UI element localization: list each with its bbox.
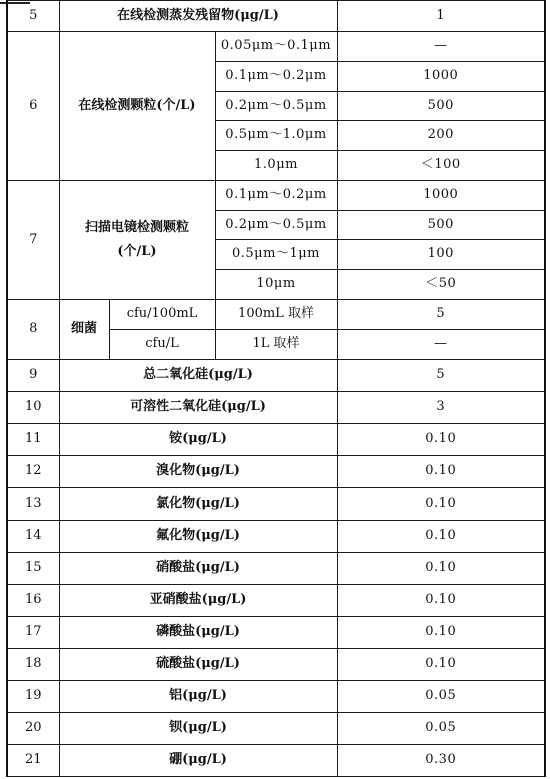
item-name: 总二氧化硅(μg/L) <box>59 360 337 392</box>
row-number: 21 <box>7 745 59 777</box>
item-name: 在线检测蒸发残留物(μg/L) <box>59 1 337 32</box>
table-row <box>7 456 545 488</box>
limit-value: 100 <box>337 240 545 270</box>
item-name: 溴化物(μg/L) <box>59 456 337 488</box>
particle-size-range: 0.2μm～0.5μm <box>215 211 337 240</box>
item-name: 铵(μg/L) <box>59 424 337 456</box>
row-number: 9 <box>7 360 59 392</box>
item-name: 硼(μg/L) <box>59 745 337 777</box>
water-quality-table <box>6 0 546 777</box>
particle-size-range: 10μm <box>215 270 337 300</box>
row-number: 17 <box>7 617 59 649</box>
item-name: 氯化物(μg/L) <box>59 488 337 521</box>
row-number: 13 <box>7 488 59 521</box>
bacteria-unit: cfu/100mL <box>109 300 215 330</box>
table-row <box>7 553 545 585</box>
row-number: 19 <box>7 681 59 713</box>
particle-size-range: 0.1μm～0.2μm <box>215 62 337 92</box>
limit-value: 0.10 <box>337 488 545 521</box>
row-number: 18 <box>7 649 59 681</box>
table-row <box>7 488 545 521</box>
item-name: 亚硝酸盐(μg/L) <box>59 585 337 617</box>
table-row <box>7 585 545 617</box>
row-number: 12 <box>7 456 59 488</box>
limit-value: ＜50 <box>337 270 545 300</box>
limit-value: 500 <box>337 92 545 121</box>
row-number: 5 <box>7 1 59 32</box>
limit-value: 1 <box>337 1 545 32</box>
limit-value: 0.05 <box>337 713 545 745</box>
limit-value: 500 <box>337 211 545 240</box>
item-name: 磷酸盐(μg/L) <box>59 617 337 649</box>
limit-value: 0.10 <box>337 456 545 488</box>
limit-value: 0.30 <box>337 745 545 777</box>
table-row <box>7 392 545 424</box>
limit-value: — <box>337 330 545 360</box>
item-name-line: (个/L) <box>117 244 157 259</box>
particle-size-range: 0.2μm～0.5μm <box>215 92 337 121</box>
limit-value: 1000 <box>337 181 545 211</box>
table-row <box>7 1 545 32</box>
table-row <box>7 424 545 456</box>
sample-volume: 100mL 取样 <box>215 300 337 330</box>
item-name: 硫酸盐(μg/L) <box>59 649 337 681</box>
table-row <box>7 617 545 649</box>
limit-value: — <box>337 32 545 62</box>
limit-value: 0.10 <box>337 649 545 681</box>
item-name: 氟化物(μg/L) <box>59 521 337 553</box>
table-row <box>7 745 545 777</box>
particle-size-range: 1.0μm <box>215 151 337 181</box>
item-name: 硝酸盐(μg/L) <box>59 553 337 585</box>
particle-size-range: 0.05μm～0.1μm <box>215 32 337 62</box>
table-row <box>7 300 545 330</box>
row-number: 16 <box>7 585 59 617</box>
limit-value: 0.10 <box>337 521 545 553</box>
table-row <box>7 713 545 745</box>
limit-value: 3 <box>337 392 545 424</box>
table-row <box>7 649 545 681</box>
particle-size-range: 0.5μm～1μm <box>215 240 337 270</box>
item-name: 细菌 <box>59 300 109 360</box>
item-name: 钡(μg/L) <box>59 713 337 745</box>
limit-value: 5 <box>337 300 545 330</box>
bacteria-unit: cfu/L <box>109 330 215 360</box>
limit-value: 0.10 <box>337 553 545 585</box>
limit-value: ＜100 <box>337 151 545 181</box>
limit-value: 0.10 <box>337 585 545 617</box>
item-name: 铝(μg/L) <box>59 681 337 713</box>
row-number: 10 <box>7 392 59 424</box>
table-row <box>7 681 545 713</box>
row-number: 14 <box>7 521 59 553</box>
limit-value: 5 <box>337 360 545 392</box>
table-row <box>7 360 545 392</box>
limit-value: 1000 <box>337 62 545 92</box>
limit-value: 0.05 <box>337 681 545 713</box>
table-row <box>7 521 545 553</box>
particle-size-range: 0.1μm～0.2μm <box>215 181 337 211</box>
item-name: 在线检测颗粒(个/L) <box>59 32 215 181</box>
item-name-line: 扫描电镜检测颗粒 <box>84 219 189 235</box>
row-number: 15 <box>7 553 59 585</box>
limit-value: 200 <box>337 121 545 151</box>
row-number: 6 <box>7 32 59 181</box>
table-row <box>7 32 545 62</box>
row-number: 20 <box>7 713 59 745</box>
item-name: 可溶性二氧化硅(μg/L) <box>59 392 337 424</box>
particle-size-range: 0.5μm～1.0μm <box>215 121 337 151</box>
table-row <box>7 181 545 211</box>
row-number: 8 <box>7 300 59 360</box>
row-number: 7 <box>7 181 59 300</box>
item-name <box>59 181 215 300</box>
sample-volume: 1L 取样 <box>215 330 337 360</box>
limit-value: 0.10 <box>337 424 545 456</box>
row-number: 11 <box>7 424 59 456</box>
limit-value: 0.10 <box>337 617 545 649</box>
